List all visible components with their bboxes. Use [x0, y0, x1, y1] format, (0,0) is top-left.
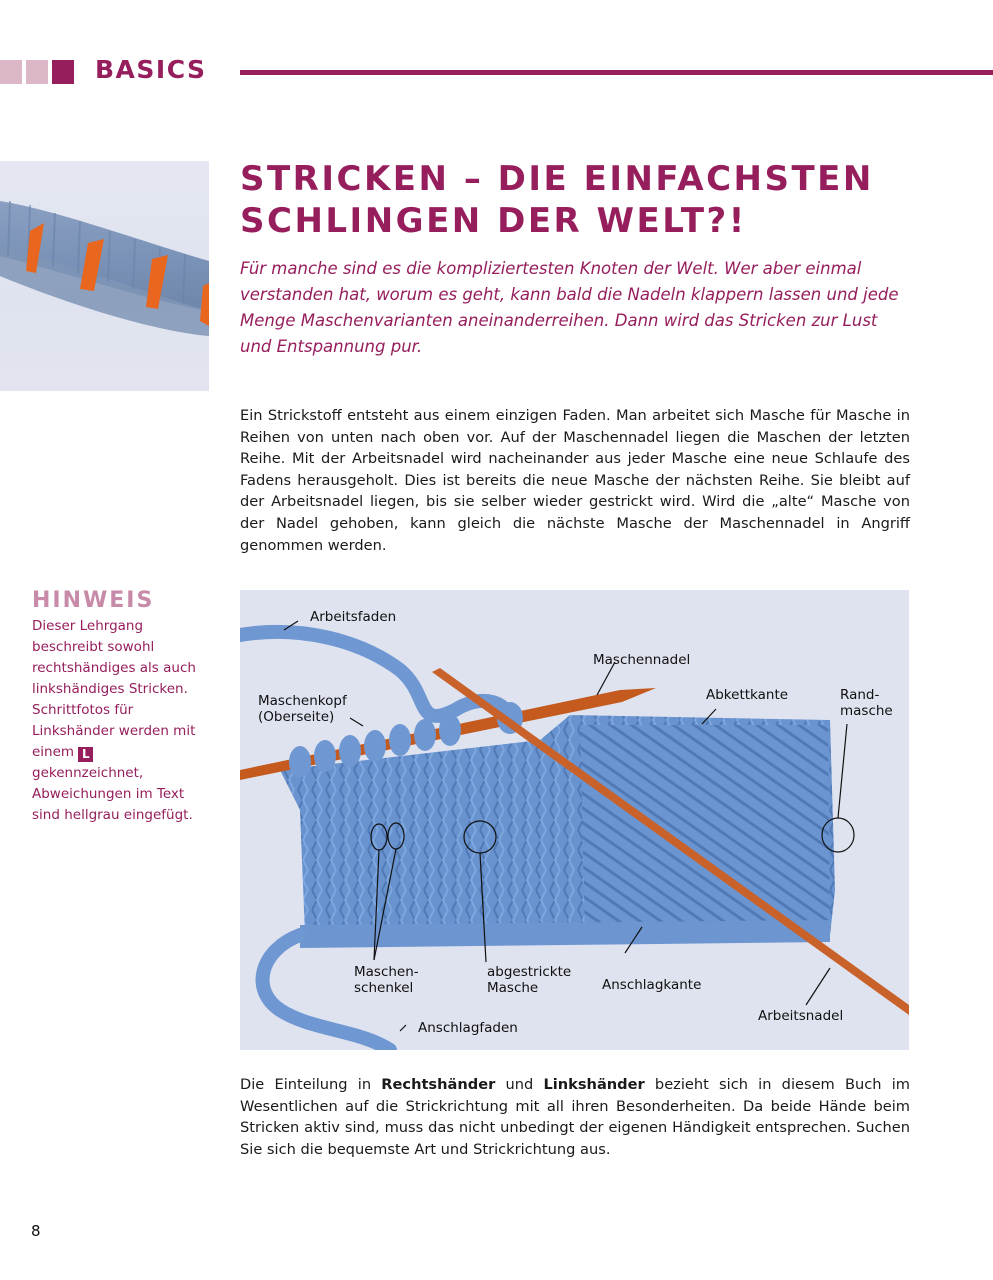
label-anschlagkante: Anschlagkante	[602, 977, 702, 993]
header-square-light-2	[26, 60, 48, 84]
header-square-dark	[52, 60, 74, 84]
hint-body	[32, 616, 207, 826]
bold-linkshaender: Linkshänder	[543, 1076, 645, 1093]
header-square-light-1	[0, 60, 22, 84]
knitting-diagram-photo	[240, 590, 909, 1050]
label-randmasche: Rand- masche	[840, 687, 893, 719]
left-hand-badge-icon: L	[78, 747, 93, 762]
label-anschlagfaden: Anschlagfaden	[418, 1020, 518, 1036]
label-maschennadel: Maschennadel	[593, 652, 691, 668]
label-abgestrickte-masche: abgestrickte Masche	[487, 964, 572, 996]
hint-text-2: gekennzeichnet, Abweichungen im Text sind hellgrau eingefügt.	[32, 765, 193, 823]
label-maschenschenkel: Maschen- schenkel	[354, 964, 419, 996]
thumbnail-photo	[0, 161, 209, 391]
article-lead: Für manche sind es die kompliziertesten Knoten der Welt. Wer aber einmal verstanden hat, worum es geht, kann bald die Nadeln klappern lassen und jede Menge Maschenvarianten aneinanderreihen. Dann wird das Stricken zur Lust und Entspannung pur.	[240, 259, 899, 356]
article-title: STRICKEN – DIE EINFACHSTEN SCHLINGEN DER WELT?!	[240, 159, 874, 241]
section-label: BASICS	[95, 55, 207, 84]
yarn-wrapped-needle-illustration	[0, 161, 209, 391]
label-arbeitsnadel: Arbeitsnadel	[758, 1008, 844, 1024]
article-body-paragraph-1: Ein Strickstoff entsteht aus einem einzigen Faden. Man arbeitet sich Masche für Masche in Reihen von unten nach oben vor. Auf der Maschennadel liegen die Maschen der letzten Reihe. Mit der Arbeitsnadel wird nacheinander aus jeder Masche eine neue Schlaufe des Fadens herausgeholt. Dies ist bereits die neue Masche der nächsten Reihe. Sie bleibt auf der Arbeitsnadel liegen, bis sie selber wieder gestrickt wird. Wird die „alte“ Masche von der Nadel gehoben, kann gleich die nächste Masche der Maschennadel in Angriff genommen werden.	[240, 407, 910, 554]
label-abkettkante: Abkettkante	[706, 687, 789, 703]
hint-text-1: Dieser Lehrgang beschreibt sowohl rechtshändiges als auch linkshändiges Stricken. Schrittfotos für Linkshänder werden mit einem	[32, 618, 196, 760]
header-rule	[240, 70, 993, 75]
article-body-paragraph-2: Die Einteilung in Rechtshänder und Linkshänder bezieht sich in diesem Buch im Wesentlichen auf die Strickrichtung mit all ihren Besonderheiten. Da beide Hände beim Stricken aktiv sind, muss das nicht unbedingt der eigenen Händigkeit entsprechen. Suchen Sie sich die bequemste Art und Strickrichtung aus.	[240, 1076, 910, 1158]
label-arbeitsfaden: Arbeitsfaden	[310, 609, 397, 625]
knitting-swatch-illustration	[240, 590, 909, 1050]
hint-title: HINWEIS	[32, 588, 155, 613]
page-number: 8	[31, 1222, 41, 1240]
bold-rechtshaender: Rechtshänder	[381, 1076, 496, 1093]
label-maschenkopf: Maschenkopf (Oberseite)	[258, 693, 347, 725]
